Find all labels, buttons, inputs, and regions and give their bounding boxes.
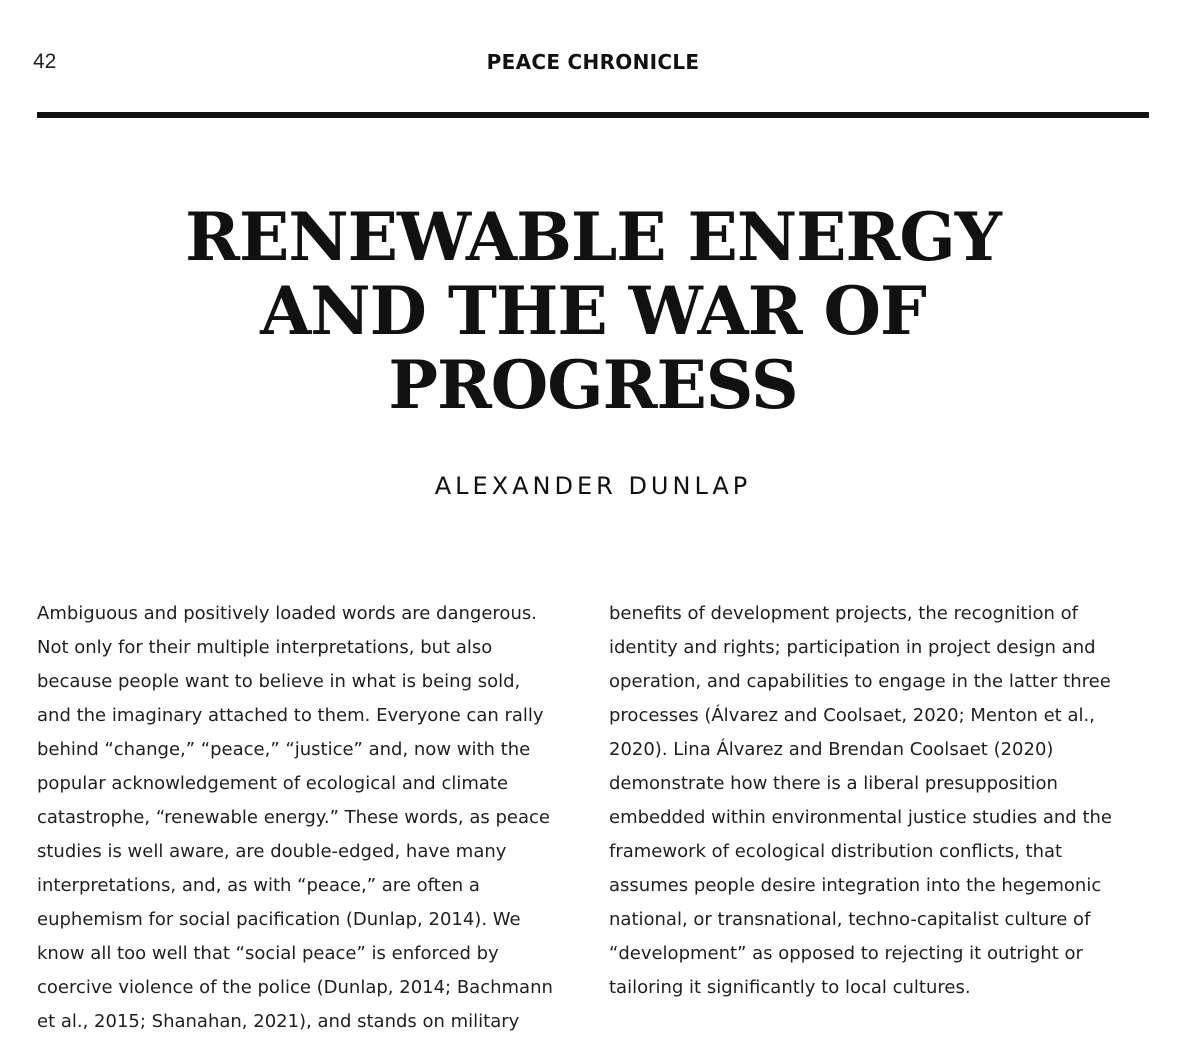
text-line: because people want to believe in what is being sold, [37, 671, 521, 692]
text-line: processes (Álvarez and Coolsaet, 2020; Menton et al., [609, 705, 1095, 726]
text-line: “development” as opposed to rejecting it outright or [609, 943, 1083, 964]
article-title [0, 200, 1186, 422]
text-line: assumes people desire integration into the hegemonic [609, 875, 1102, 896]
text-line: embedded within environmental justice studies and the [609, 807, 1112, 828]
text-line: framework of ecological distribution conflicts, that [609, 841, 1063, 862]
author-byline: ALEXANDER DUNLAP [434, 472, 752, 500]
header-divider [37, 112, 1149, 118]
text-line: tailoring it significantly to local cultures. [609, 977, 971, 998]
text-line: et al., 2015; Shanahan, 2021), and stands on military [37, 1011, 520, 1032]
text-line: Ambiguous and positively loaded words are dangerous. [37, 603, 537, 624]
text-line: national, or transnational, techno-capitalist culture of [609, 909, 1091, 930]
text-line: 2020). Lina Álvarez and Brendan Coolsaet (2020) [609, 739, 1054, 760]
text-line: interpretations, and, as with “peace,” are often a [37, 875, 480, 896]
text-line: operation, and capabilities to engage in the latter three [609, 671, 1111, 692]
body-column-left [37, 597, 582, 1039]
text-line: demonstrate how there is a liberal presupposition [609, 773, 1058, 794]
text-line: coercive violence of the police (Dunlap, 2014; Bachmann [37, 977, 553, 998]
publication-name: PEACE CHRONICLE [486, 50, 700, 74]
text-line: popular acknowledgement of ecological and climate [37, 773, 509, 794]
text-line: euphemism for social pacification (Dunlap, 2014). We [37, 909, 521, 930]
body-column-right [609, 597, 1169, 1005]
title-line: RENEWABLE ENERGY [185, 198, 1001, 276]
text-line: benefits of development projects, the recognition of [609, 603, 1078, 624]
text-line: identity and rights; participation in project design and [609, 637, 1096, 658]
text-line: behind “change,” “peace,” “justice” and, now with the [37, 739, 531, 760]
text-line: studies is well aware, are double-edged, have many [37, 841, 507, 862]
title-line: AND THE WAR OF [260, 272, 926, 350]
text-line: Not only for their multiple interpretations, but also [37, 637, 493, 658]
title-line: PROGRESS [388, 346, 798, 424]
text-line: know all too well that “social peace” is enforced by [37, 943, 499, 964]
page-number: 42 [33, 50, 57, 73]
text-line: catastrophe, “renewable energy.” These words, as peace [37, 807, 550, 828]
text-line: and the imaginary attached to them. Everyone can rally [37, 705, 544, 726]
